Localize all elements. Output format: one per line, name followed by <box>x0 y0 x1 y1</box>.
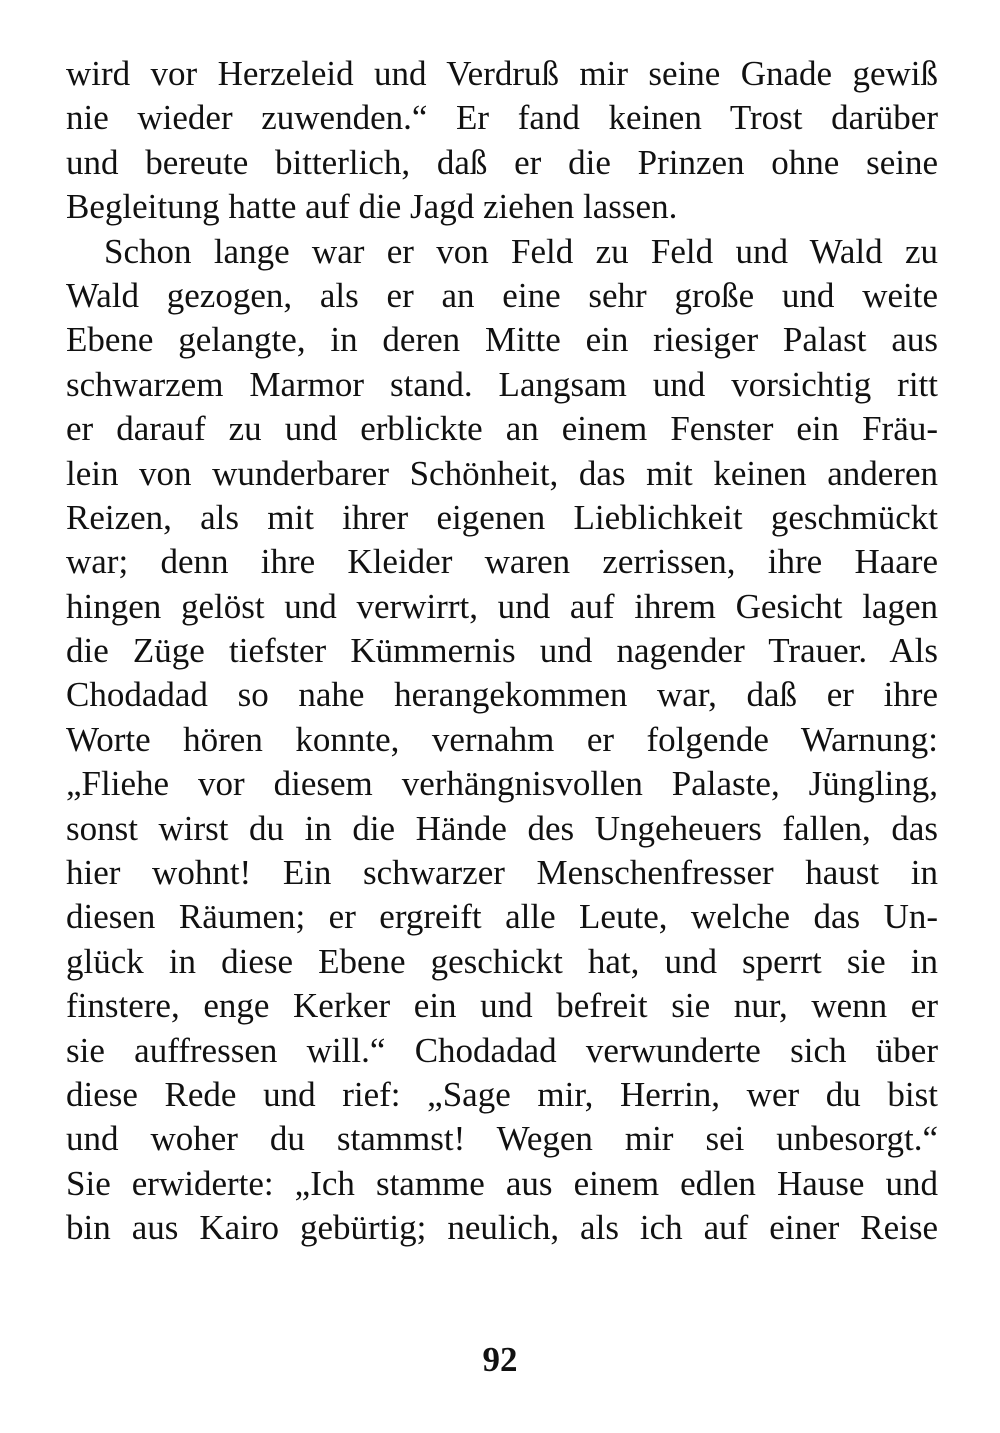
text-line: bin aus Kairo gebürtig; neulich, als ich auf einer Reise <box>66 1208 938 1248</box>
page-text <box>66 52 938 1251</box>
page-number: 92 <box>482 1340 518 1379</box>
text-line: „Fliehe vor diesem verhängnisvollen Palaste, Jüngling, <box>66 764 938 804</box>
text-line: Reizen, als mit ihrer eigenen Lieblichkeit geschmückt <box>66 497 938 537</box>
text-line: schwarzem Marmor stand. Langsam und vorsichtig ritt <box>66 364 938 404</box>
text-line: Ebene gelangte, in deren Mitte ein riesiger Palast aus <box>66 320 938 360</box>
text-line: Chodadad so nahe herangekommen war, daß er ihre <box>66 675 938 715</box>
text-line: Sie erwiderte: „Ich stamme aus einem edlen Hause und <box>66 1163 938 1203</box>
text-line: Begleitung hatte auf die Jagd ziehen lassen. <box>66 187 678 227</box>
text-line: und woher du stammst! Wegen mir sei unbesorgt.“ <box>66 1119 938 1159</box>
text-line: hingen gelöst und verwirrt, und auf ihrem Gesicht lagen <box>66 586 938 626</box>
text-line: diese Rede und rief: „Sage mir, Herrin, wer du bist <box>66 1074 938 1114</box>
text-line: und bereute bitterlich, daß er die Prinzen ohne seine <box>66 142 938 182</box>
text-line: sie auffressen will.“ Chodadad verwunderte sich über <box>66 1030 938 1070</box>
text-line: er darauf zu und erblickte an einem Fenster ein Fräu- <box>66 409 938 449</box>
text-line: Wald gezogen, als er an eine sehr große und weite <box>66 275 938 315</box>
text-line: sonst wirst du in die Hände des Ungeheuers fallen, das <box>66 808 938 848</box>
text-line: nie wieder zuwenden.“ Er fand keinen Trost darüber <box>66 98 938 138</box>
text-line: hier wohnt! Ein schwarzer Menschenfresser haust in <box>66 853 938 893</box>
text-line: glück in diese Ebene geschickt hat, und sperrt sie in <box>66 941 938 981</box>
text-line: finstere, enge Kerker ein und befreit sie nur, wenn er <box>66 986 938 1026</box>
text-line: war; denn ihre Kleider waren zerrissen, ihre Haare <box>66 542 938 582</box>
text-line: diesen Räumen; er ergreift alle Leute, welche das Un- <box>66 897 938 937</box>
paragraph-start-line: Schon lange war er von Feld zu Feld und Wald zu <box>104 231 938 271</box>
text-line: wird vor Herzeleid und Verdruß mir seine Gnade gewiß <box>66 54 938 93</box>
text-line: Worte hören konnte, vernahm er folgende Warnung: <box>66 719 938 759</box>
text-line: lein von wunderbarer Schönheit, das mit keinen anderen <box>66 453 938 493</box>
text-line: die Züge tiefster Kümmernis und nagender Trauer. Als <box>66 631 938 671</box>
